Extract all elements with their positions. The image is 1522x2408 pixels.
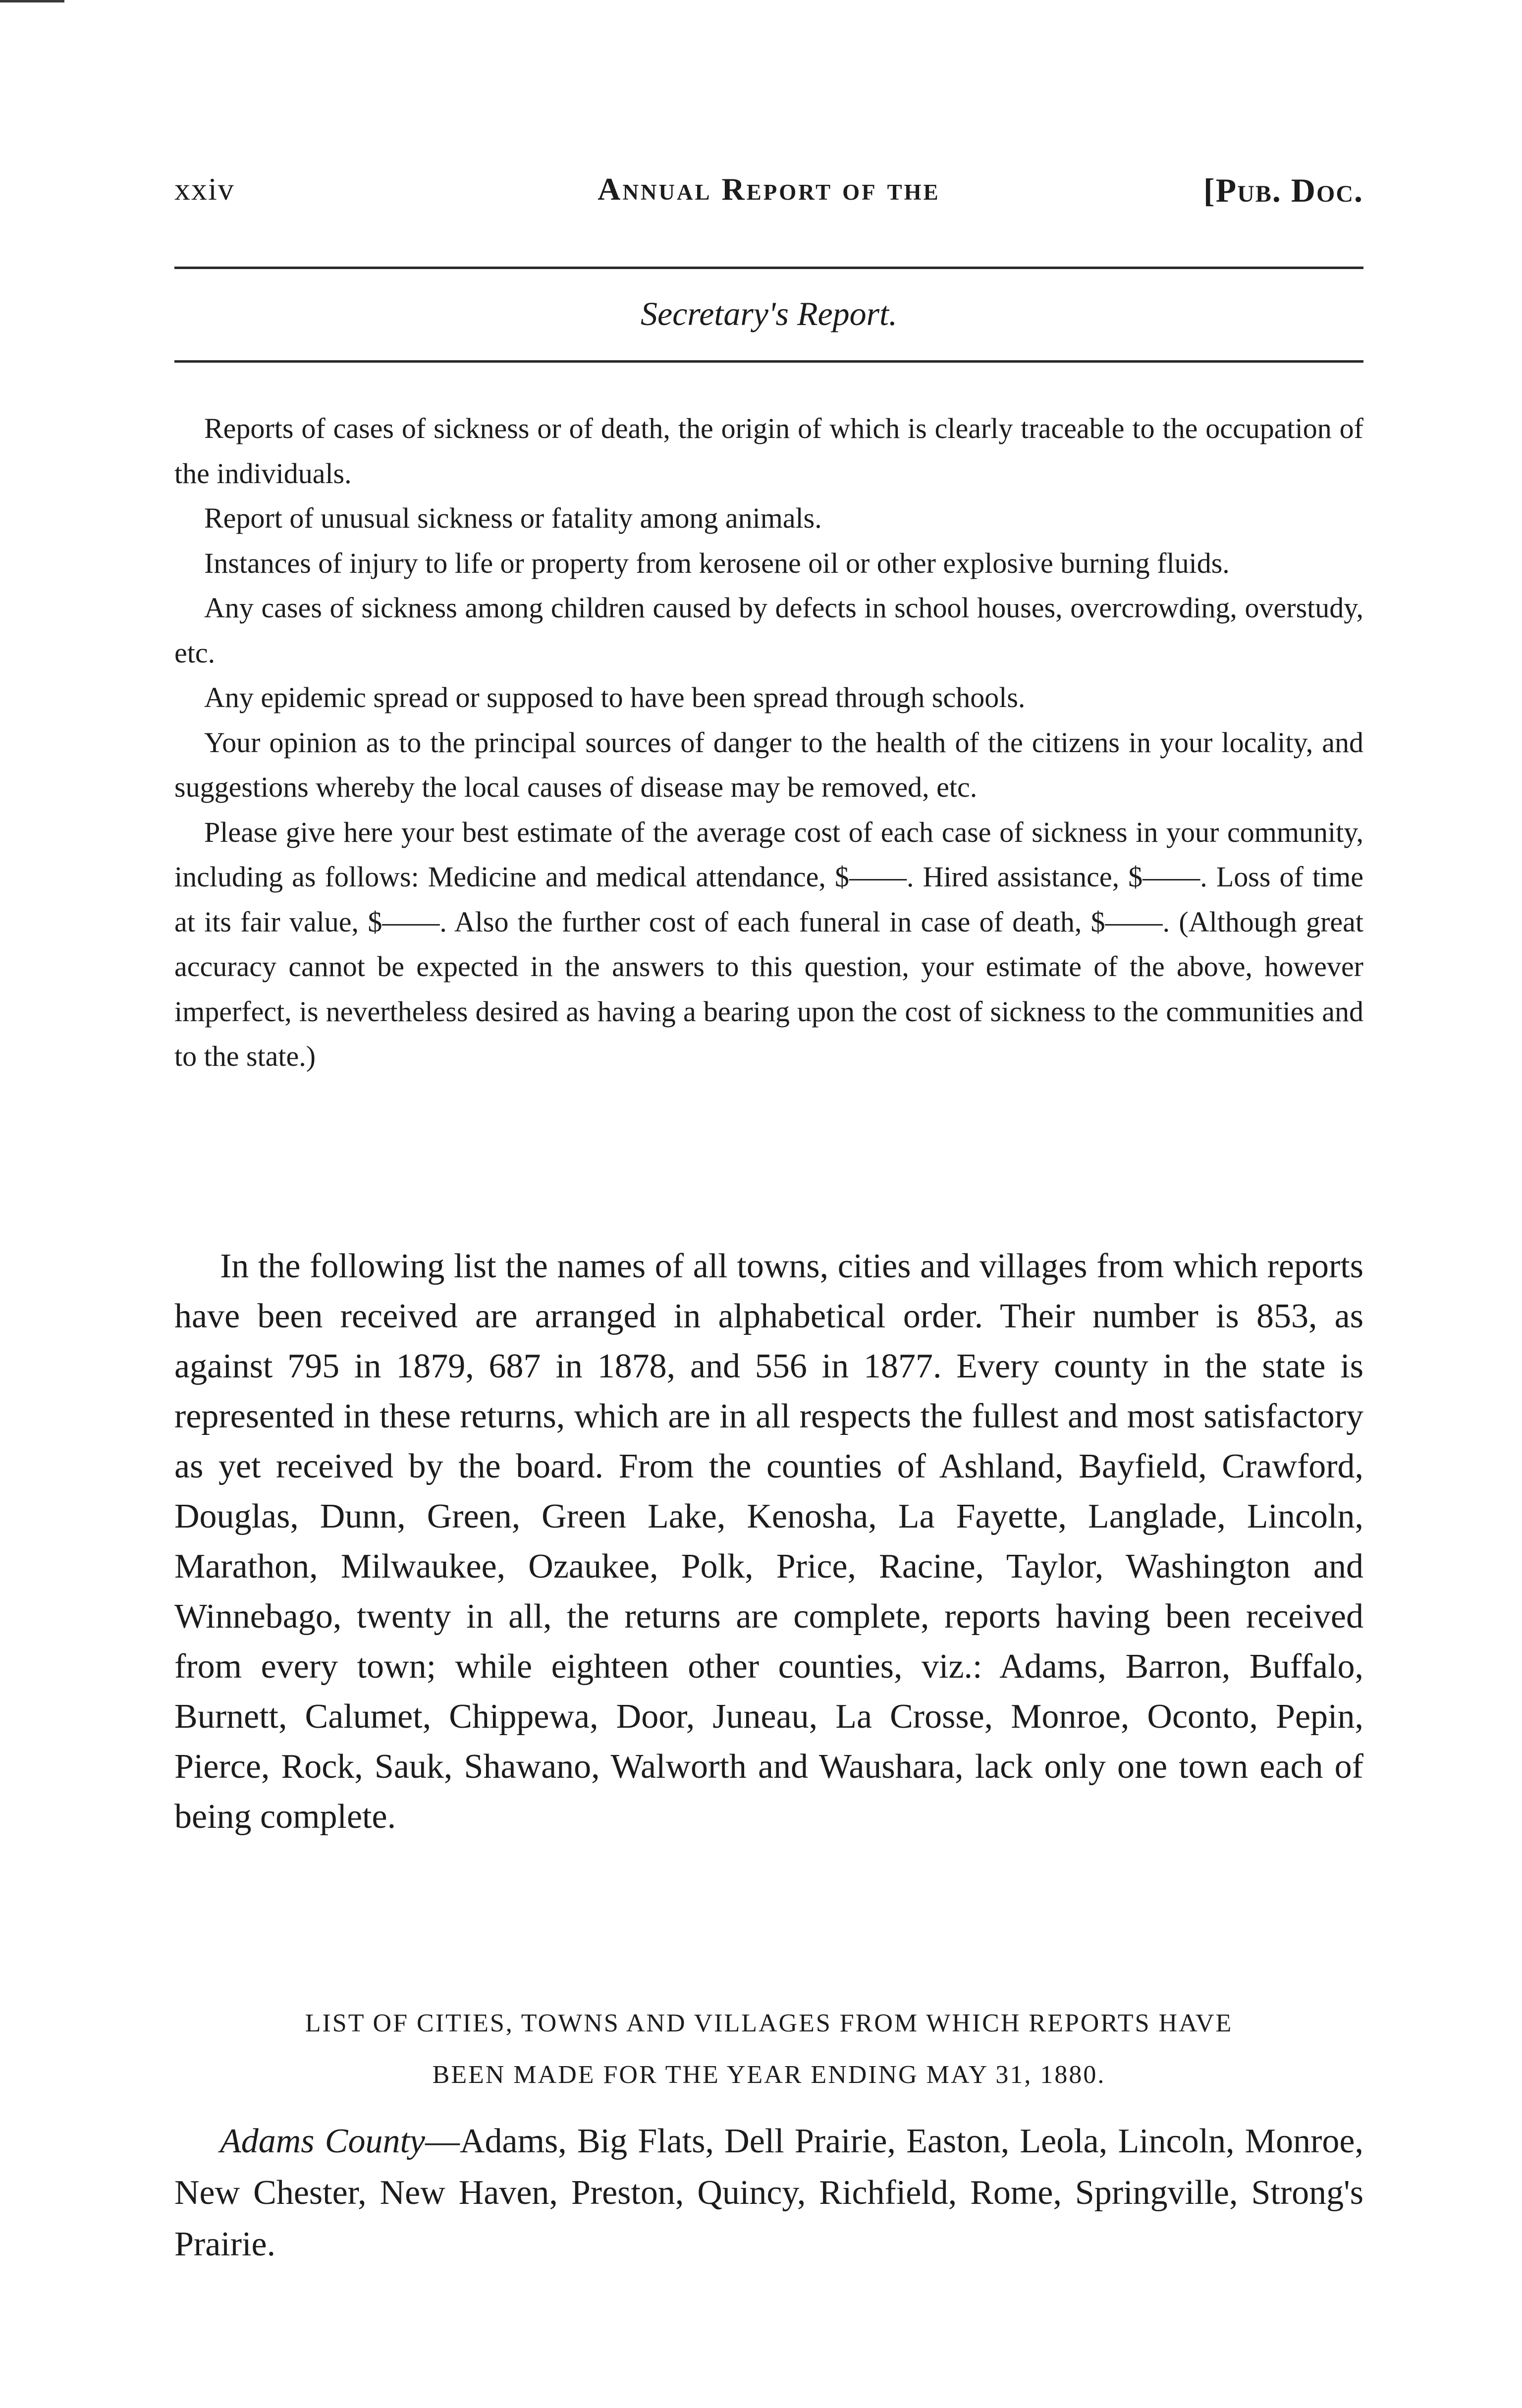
list-heading-line-1: LIST OF CITIES, TOWNS AND VILLAGES FROM WHICH REPORTS HAVE (305, 2009, 1233, 2037)
report-item: Any cases of sickness among children caused by defects in school houses, overcrowding, overstudy, etc. (174, 592, 1363, 669)
report-items-list (174, 406, 1363, 1079)
report-item: Instances of injury to life or property from kerosene oil or other explosive burning fluids. (204, 547, 1230, 579)
report-item: Please give here your best estimate of the average cost of each case of sickness in your community, including as follows: Medicine and medical attendance, $——. Hired assistance, $——. Loss of time at its fair value, $——. Also the further cost of each funeral in case of death, $——. (Although great accuracy cannot be expected in the answers to this question, your estimate of the above, however imperfect, is nevertheless desired as having a bearing upon the cost of sickness to the communities and to the state.) (174, 816, 1363, 1072)
list-heading-line-2: BEEN MADE FOR THE YEAR ENDING MAY 31, 1880. (432, 2061, 1106, 2089)
running-header (174, 171, 1363, 220)
county-entry-paragraph (174, 2116, 1363, 2270)
report-item: Reports of cases of sickness or of death, the origin of which is clearly traceable to the occupation of the individuals. (174, 412, 1363, 490)
document-label: [Pub. Doc. (1203, 171, 1363, 209)
county-entry (174, 2116, 1363, 2270)
page-edge-mark (0, 0, 64, 2)
header-rule-bottom (174, 360, 1363, 363)
county-name: Adams County (220, 2122, 425, 2160)
list-heading (174, 1998, 1363, 2101)
report-item: Report of unusual sickness or fatality among animals. (204, 502, 822, 534)
main-body (174, 1241, 1363, 1842)
page-folio: xxiv (174, 171, 235, 207)
header-rule-top (174, 267, 1363, 269)
section-title: Secretary's Report. (640, 295, 898, 332)
report-item: Your opinion as to the principal sources of danger to the health of the citizens in your locality, and suggestions whereby the local causes of disease may be removed, etc. (174, 726, 1363, 803)
county-places: Adams, Big Flats, Dell Prairie, Easton, Leola, Lincoln, Monroe, New Chester, New Haven, Preston, Quincy, Richfield, Rome, Springville, Strong's Prairie. (174, 2122, 1363, 2263)
running-title: Annual Report of the (598, 171, 940, 207)
main-paragraph: In the following list the names of all towns, cities and villages from which reports have been received are arranged in alphabetical order. Their number is 853, as against 795 in 1879, 687 in 1878, and 556 in 1877. Every county in the state is represented in these returns, which are in all respects the fullest and most satisfactory as yet received by the board. From the counties of Ashland, Bayfield, Crawford, Douglas, Dunn, Green, Green Lake, Kenosha, La Fayette, Langlade, Lincoln, Marathon, Milwaukee, Ozaukee, Polk, Price, Racine, Taylor, Washington and Winnebago, twenty in all, the returns are complete, reports having been received from every town; while eighteen other counties, viz.: Adams, Barron, Buffalo, Burnett, Calumet, Chippewa, Door, Juneau, La Crosse, Monroe, Oconto, Pepin, Pierce, Rock, Sauk, Shawano, Walworth and Waushara, lack only one town each of being complete. (174, 1247, 1363, 1836)
report-item: Any epidemic spread or supposed to have been spread through schools. (204, 681, 1026, 713)
county-dash: — (425, 2122, 460, 2160)
